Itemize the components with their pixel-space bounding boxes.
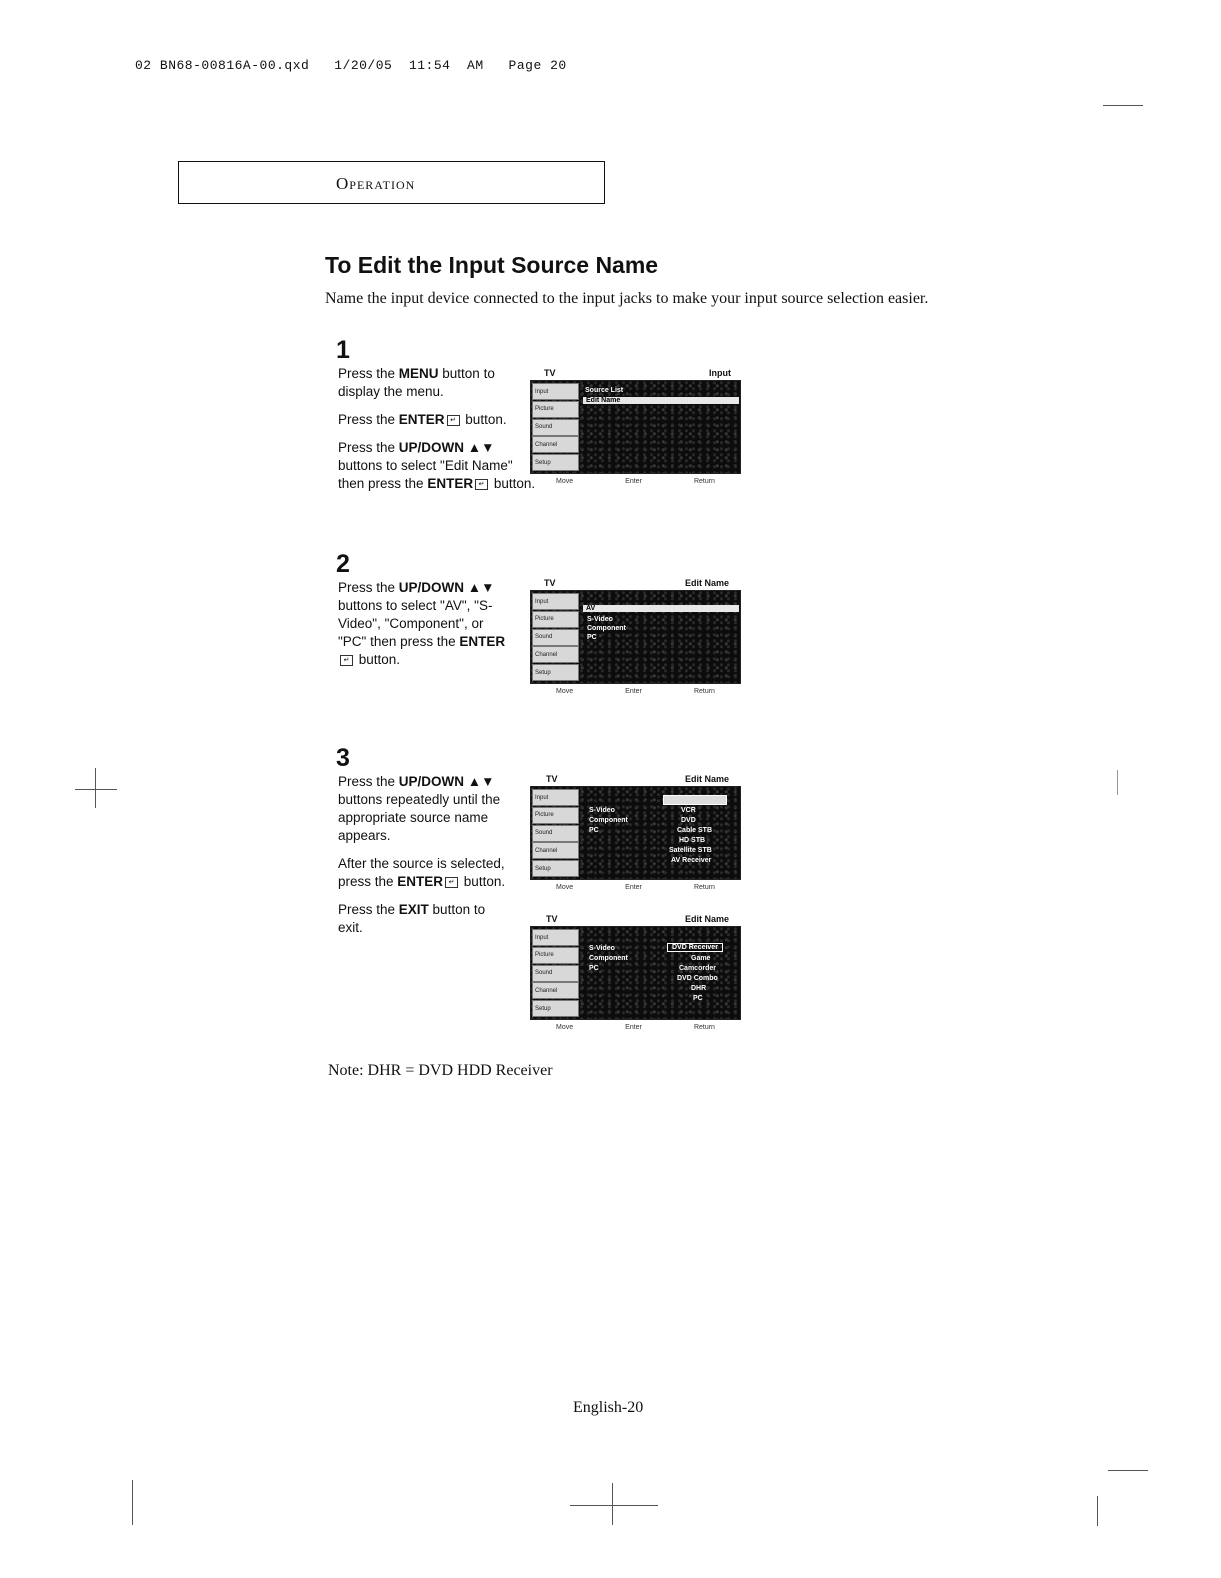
section-header-box [178, 161, 605, 204]
section-label: Operation [336, 174, 416, 193]
osd-option: VCR [681, 807, 696, 814]
osd-side-item: Input [532, 789, 579, 806]
osd-side-item: Sound [532, 825, 579, 842]
page-footer: English-20 [573, 1399, 644, 1416]
osd-tv-label: TV [544, 368, 556, 378]
crop-mark [1097, 1496, 1098, 1526]
osd-side-item: Picture [532, 611, 579, 628]
osd-footer-move: Move [556, 1024, 574, 1031]
step-3-number: 3 [336, 744, 350, 772]
step-1-number: 1 [336, 336, 350, 364]
step-3-para-1: Press the UP/DOWN ▲▼ buttons repeatedly until the appropriate source name appears. [338, 774, 501, 843]
registration-mark [75, 789, 117, 790]
osd-tv-label: TV [546, 914, 558, 924]
osd-option: Camcorder [679, 965, 716, 972]
osd-footer-move: Move [556, 688, 574, 695]
osd-name-field [663, 795, 727, 805]
osd-option: DVD [681, 817, 696, 824]
osd-display [530, 380, 741, 474]
osd-menu-item-selected: AV [583, 605, 739, 612]
crop-mark [1108, 1470, 1148, 1471]
intro-text: Name the input device connected to the input jacks to make your input source selection easier. [325, 290, 929, 307]
osd-side-item: Setup [532, 664, 579, 681]
osd-menu-item: S-Video [587, 616, 613, 623]
osd-menu-item: Component [589, 817, 628, 824]
osd-side-menu [531, 381, 579, 473]
registration-mark [612, 1483, 613, 1525]
registration-mark [1117, 770, 1118, 795]
osd-side-menu [531, 787, 579, 879]
osd-side-item: Channel [532, 436, 579, 453]
enter-icon: ↵ [447, 415, 460, 426]
osd-footer-move: Move [556, 478, 574, 485]
osd-footer-enter: Enter [625, 478, 642, 485]
osd-side-item: Picture [532, 807, 579, 824]
osd-menu-item: Component [589, 955, 628, 962]
crop-mark [132, 1480, 133, 1525]
osd-side-menu [531, 927, 579, 1019]
step-2-number: 2 [336, 550, 350, 578]
crop-mark [1103, 105, 1143, 106]
osd-heading: Edit Name [684, 774, 729, 784]
osd-footer-enter: Enter [625, 884, 642, 891]
osd-footer [530, 478, 741, 485]
step-1-para-3: Press the UP/DOWN ▲▼ buttons to select "Edit Name" then press the ENTER ↵ button. [338, 440, 536, 491]
osd-menu-item: PC [587, 634, 597, 641]
step-1-text [338, 365, 538, 493]
page-title: To Edit the Input Source Name [325, 252, 659, 278]
osd-footer-return: Return [693, 688, 715, 695]
step-3-para-3: Press the EXIT button to exit. [338, 902, 486, 935]
osd-option: Cable STB [677, 827, 713, 834]
osd-menu-item: S-Video [589, 807, 615, 814]
osd-side-item: Input [532, 593, 579, 610]
osd-side-item: Setup [532, 860, 579, 877]
osd-footer [530, 688, 741, 695]
osd-screen-1 [530, 368, 741, 485]
osd-option-selected: DVD Receiver [667, 943, 723, 952]
osd-tv-label: TV [544, 578, 556, 588]
osd-tv-label: TV [546, 774, 558, 784]
osd-footer-return: Return [693, 1024, 715, 1031]
step-1-para-1: Press the MENU button to display the menu. [338, 366, 495, 399]
osd-side-item: Sound [532, 965, 579, 982]
osd-option: HD STB [679, 837, 706, 844]
osd-footer [530, 1024, 741, 1031]
step-3-para-2: After the source is selected, press the ENTER ↵ button. [338, 856, 506, 889]
step-1-para-2: Press the ENTER ↵ button. [338, 412, 507, 427]
osd-option: DHR [691, 985, 707, 992]
osd-footer-move: Move [556, 884, 574, 891]
osd-screen-2 [530, 578, 741, 695]
osd-footer-enter: Enter [625, 1024, 642, 1031]
osd-heading: Edit Name [684, 578, 729, 588]
osd-side-item: Sound [532, 629, 579, 646]
osd-screen-3 [530, 774, 741, 891]
osd-heading: Edit Name [684, 914, 729, 924]
osd-footer [530, 884, 741, 891]
step-2-text: Press the UP/DOWN ▲▼ buttons to select "AV", "S-Video", "Component", or "PC" then press the ENTER↵ button. [338, 580, 506, 667]
enter-icon: ↵ [475, 479, 488, 490]
file-slug: 02 BN68-00816A-00.qxd 1/20/05 11:54 AM Page 20 [135, 58, 567, 73]
enter-icon: ↵ [445, 877, 458, 888]
osd-menu-item: PC [589, 965, 599, 972]
enter-icon: ↵ [340, 655, 353, 666]
osd-menu-item: Source List [585, 387, 624, 394]
registration-mark [95, 768, 96, 808]
osd-side-item: Setup [532, 454, 579, 471]
osd-side-item: Input [532, 383, 579, 400]
osd-option: PC [693, 995, 703, 1002]
osd-menu-item: PC [589, 827, 599, 834]
osd-option: Satellite STB [669, 847, 712, 854]
osd-side-item: Sound [532, 419, 579, 436]
osd-footer-return: Return [693, 478, 715, 485]
osd-option: Game [691, 955, 711, 962]
osd-menu-item: Component [587, 625, 626, 632]
osd-side-item: Picture [532, 401, 579, 418]
osd-side-item: Setup [532, 1000, 579, 1017]
osd-side-item: Input [532, 929, 579, 946]
osd-display [530, 590, 741, 684]
osd-display [530, 926, 741, 1020]
osd-screen-4 [530, 914, 741, 1031]
osd-side-item: Channel [532, 646, 579, 663]
osd-option: AV Receiver [671, 857, 712, 864]
osd-side-item: Channel [532, 842, 579, 859]
osd-option: DVD Combo [677, 975, 718, 982]
registration-mark [570, 1505, 658, 1506]
osd-side-item: Picture [532, 947, 579, 964]
osd-menu-item-selected: Edit Name [583, 397, 739, 404]
osd-side-item: Channel [532, 982, 579, 999]
osd-footer-return: Return [693, 884, 715, 891]
osd-display [530, 786, 741, 880]
osd-menu-item: S-Video [589, 945, 615, 952]
osd-footer-enter: Enter [625, 688, 642, 695]
osd-side-menu [531, 591, 579, 683]
osd-heading: Input [709, 368, 731, 378]
step-3-text [338, 773, 533, 937]
note-text: Note: DHR = DVD HDD Receiver [328, 1062, 553, 1079]
